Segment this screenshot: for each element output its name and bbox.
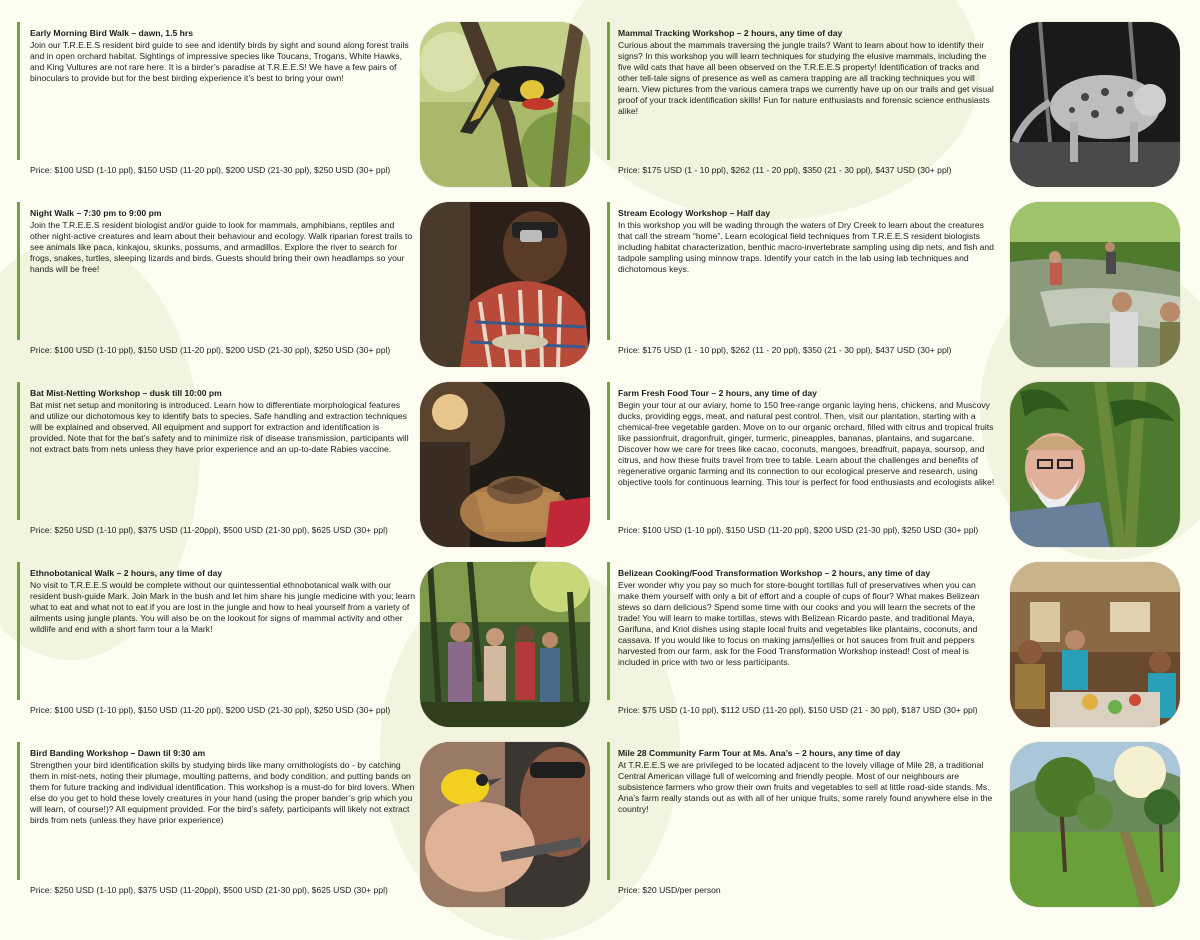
activity-description: Begin your tour at our aviary, home to 150 free-range organic laying hens, chickens, and Muscovy ducks, providing eggs, meat, and natural pest control. Then, visit our plantation, starting with a chemical-free vegetable garden. Move on to our organic orchard, filled with citrus and tropical fruits like passionfruit, dragonfruit, ginger, turmeric, pineapples, bananas, plantains, and sugarcane. Discover how we care for trees like cacao, coconuts, mangoes, breadfruit, papaya, soursop, and citrus, and how these fruits travel from tree to table. Learn about the challenges and benefits of regenerative organic farming and its connection to our ecological preserve and research, using objective tools for continuous learning. This tour is perfect for food enthusiasts and ecologists alike! (618, 400, 995, 487)
activity-title: Mammal Tracking Workshop – 2 hours, any time of day (618, 28, 843, 38)
activity-title: Belizean Cooking/Food Transformation Workshop – 2 hours, any time of day (618, 568, 931, 578)
camera-trap-photo (1010, 22, 1180, 187)
activity-farm-food-tour (0, 360, 995, 535)
activity-price: Price: $75 USD (1-10 ppl), $112 USD (11-20 ppl), $150 USD (21 - 30 ppl), $187 USD (30+ ppl) (618, 705, 978, 715)
accent-bar (607, 22, 610, 160)
activity-price: Price: $100 USD (1-10 ppl), $150 USD (11-20 ppl), $200 USD (21-30 ppl), $250 USD (30+ ppl) (618, 525, 979, 535)
activity-title: Night Walk – 7:30 pm to 9:00 pm (30, 208, 162, 218)
activity-price: Price: $175 USD (1 - 10 ppl), $262 (11 - 20 ppl), $350 (21 - 30 ppl), $437 USD (30+ ppl) (618, 345, 952, 355)
activity-mammal-tracking (0, 0, 994, 175)
farm-landscape-photo (1010, 742, 1180, 907)
accent-bar (607, 202, 610, 340)
activity-price: Price: $250 USD (1-10 ppl), $375 USD (11-20ppl), $500 USD (21-30 ppl), $625 USD (30+ ppl) (30, 885, 388, 895)
accent-bar (607, 742, 610, 880)
activity-description: Bat mist net setup and monitoring is introduced. Learn how to differentiate morphological features and utilize our dichotomous key to identify bats to species. Safe handling and extraction techniques will be explained and observed. All equipment and support for extraction and identification is provided. Note that for the bat’s safety and to minimize risk of disease transmission, participants will not extract bats from nets unless they have prior experience and an up-to-date Rabies vaccine. (30, 400, 409, 454)
activity-description: Join the T.R.E.E.S resident biologist and/or guide to look for mammals, amphibians, reptiles and other night-active creatures and learn about their behaviour and ecology. Walk riparian forest trails to see animals like paca, kinkajou, skunks, possums, and armadillos. Explore the river to search for frogs, snakes, turtles, sleeping lizards and birds. Guests should bring their own headlamps so your hands will be free! (30, 220, 413, 274)
stream-photo (1010, 202, 1180, 367)
activity-price: Price: $100 USD (1-10 ppl), $150 USD (11-20 ppl), $200 USD (21-30 ppl), $250 USD (30+ ppl) (30, 165, 391, 175)
activity-title: Farm Fresh Food Tour – 2 hours, any time of day (618, 388, 817, 398)
activity-price: Price: $20 USD/per person (618, 885, 721, 895)
activity-cooking-workshop (0, 540, 980, 715)
activity-title: Mile 28 Community Farm Tour at Ms. Ana’s – 2 hours, any time of day (618, 748, 901, 758)
activity-price: Price: $175 USD (1 - 10 ppl), $262 (11 - 20 ppl), $350 (21 - 30 ppl), $437 USD (30+ ppl) (618, 165, 952, 175)
activity-title: Stream Ecology Workshop – Half day (618, 208, 771, 218)
activity-text (618, 388, 998, 538)
activity-description: Ever wonder why you pay so much for store-bought tortillas full of preservatives when you can make them yourself with only a bit of effort and a couple of cups of flour? What makes Belizean stews so darn delicious? Spend some time with our cooks and you will learn the secrets of the trade! You will learn to make tortillas, stews with Belizean Ricardo paste, and traditional Maya, Garifuna, and Kriol dishes using staple local fruits and vegetables like plantains, coconuts, and cassava. If you would like to focus on making jams/jellies or hot sauces from fruit and peppers harvested from our farm, ask for the Food Transformation Workshop instead! Cost of meal is included in price with two or less participants. (618, 580, 980, 667)
activity-price: Price: $100 USD (1-10 ppl), $150 USD (11-20 ppl), $200 USD (21-30 ppl), $250 USD (30+ ppl) (30, 705, 391, 715)
activity-stream-ecology (0, 180, 994, 355)
activity-description: In this workshop you will be wading through the waters of Dry Creek to learn about the creatures that call the stream “home”. Learn ecological field techniques from T.R.E.E.S resident biologists including habitat characterization, benthic macro-invertebrate sampling using dip nets, and fish and tadpole sampling using minnow traps. Identify your catch in the lab using lab techniques and dichotomous keys. (618, 220, 994, 274)
activity-price: Price: $100 USD (1-10 ppl), $150 USD (11-20 ppl), $200 USD (21-30 ppl), $250 USD (30+ ppl) (30, 345, 391, 355)
activity-title: Bat Mist-Netting Workshop – dusk till 10:00 pm (30, 388, 222, 398)
activity-description: Strengthen your bird identification skills by studying birds like many ornithologists do - by catching them in mist-nets, noting their plumage, moulting patterns, and body condition, and putting bands on them for future tracking and individual identification. This workshop is a must-do for bird lovers. When else do you get to hold these lovely creatures in your hand (using the proper bander’s grip which you will learn, of course!)? All equipment provided. For the bird’s safety, participants will likely not extract birds from nets (unless they have prior experience) (30, 760, 415, 825)
accent-bar (607, 382, 610, 520)
activity-price: Price: $250 USD (1-10 ppl), $375 USD (11-20ppl), $500 USD (21-30 ppl), $625 USD (30+ ppl) (30, 525, 388, 535)
activity-description: Curious about the mammals traversing the jungle trails? Want to learn about how to identify their signs? In this workshop you will learn techniques for studying the elusive mammals, including the five wild cats that have all been observed on the T.R.E.E.S property! Identification of tracks and other tell-tale signs of presence as well as camera trapping are all tracking techniques you will learn. View pictures from the various camera traps we currently have up on our trails and get visual proof of your track identification skills! Fun for nature enthusiasts and forensic science enthusiasts alike! (618, 40, 994, 116)
activity-title: Early Morning Bird Walk – dawn, 1.5 hrs (30, 28, 193, 38)
accent-bar (607, 562, 610, 700)
activity-text (618, 568, 998, 718)
farmer-selfie-photo (1010, 382, 1180, 547)
activity-text (618, 28, 998, 178)
activity-text (618, 208, 998, 358)
activity-description: Join our T.R.E.E.S resident bird guide to see and identify birds by sight and sound along forest trails and in open orchard habitat. Sightings of impressive species like Toucans, Trogans, White Hawks, and King Vultures are not rare here. It is a birder’s paradise at T.R.E.E.S! We have a few pairs of binoculars to provide but for the best birding experience it’s best to bring your own! (30, 40, 409, 83)
activity-description: No visit to T.R.E.E.S would be complete without our quintessential ethnobotanical walk with our resident bush-guide Mark. Join Mark in the bush and let him share his jungle medicine with you; learn what to eat and what not to eat if you are lost in the jungle and how to heal yourself from a variety of ailments using jungle plants. You will also be on the lookout for signs of mammal activity and other wildlife and end with a short farm tour a la Mark! (30, 580, 416, 634)
activity-description: At T.R.E.E.S we are privileged to be located adjacent to the lovely village of Mile 28, a traditional Central American village full of welcoming and friendly people. Most of our neighbours are subsistence farmers who grow their own fruits and vegetables to sell at little road-side stands. Ms. Ana’s farm really stands out as with all of her unique fruits, some rarely found anywhere else in the country! (618, 760, 993, 814)
activity-title: Ethnobotanical Walk – 2 hours, any time of day (30, 568, 223, 578)
activity-community-farm-tour (0, 720, 993, 895)
activity-text (618, 748, 998, 898)
kitchen-photo (1010, 562, 1180, 727)
activity-title: Bird Banding Workshop – Dawn til 9:30 am (30, 748, 206, 758)
